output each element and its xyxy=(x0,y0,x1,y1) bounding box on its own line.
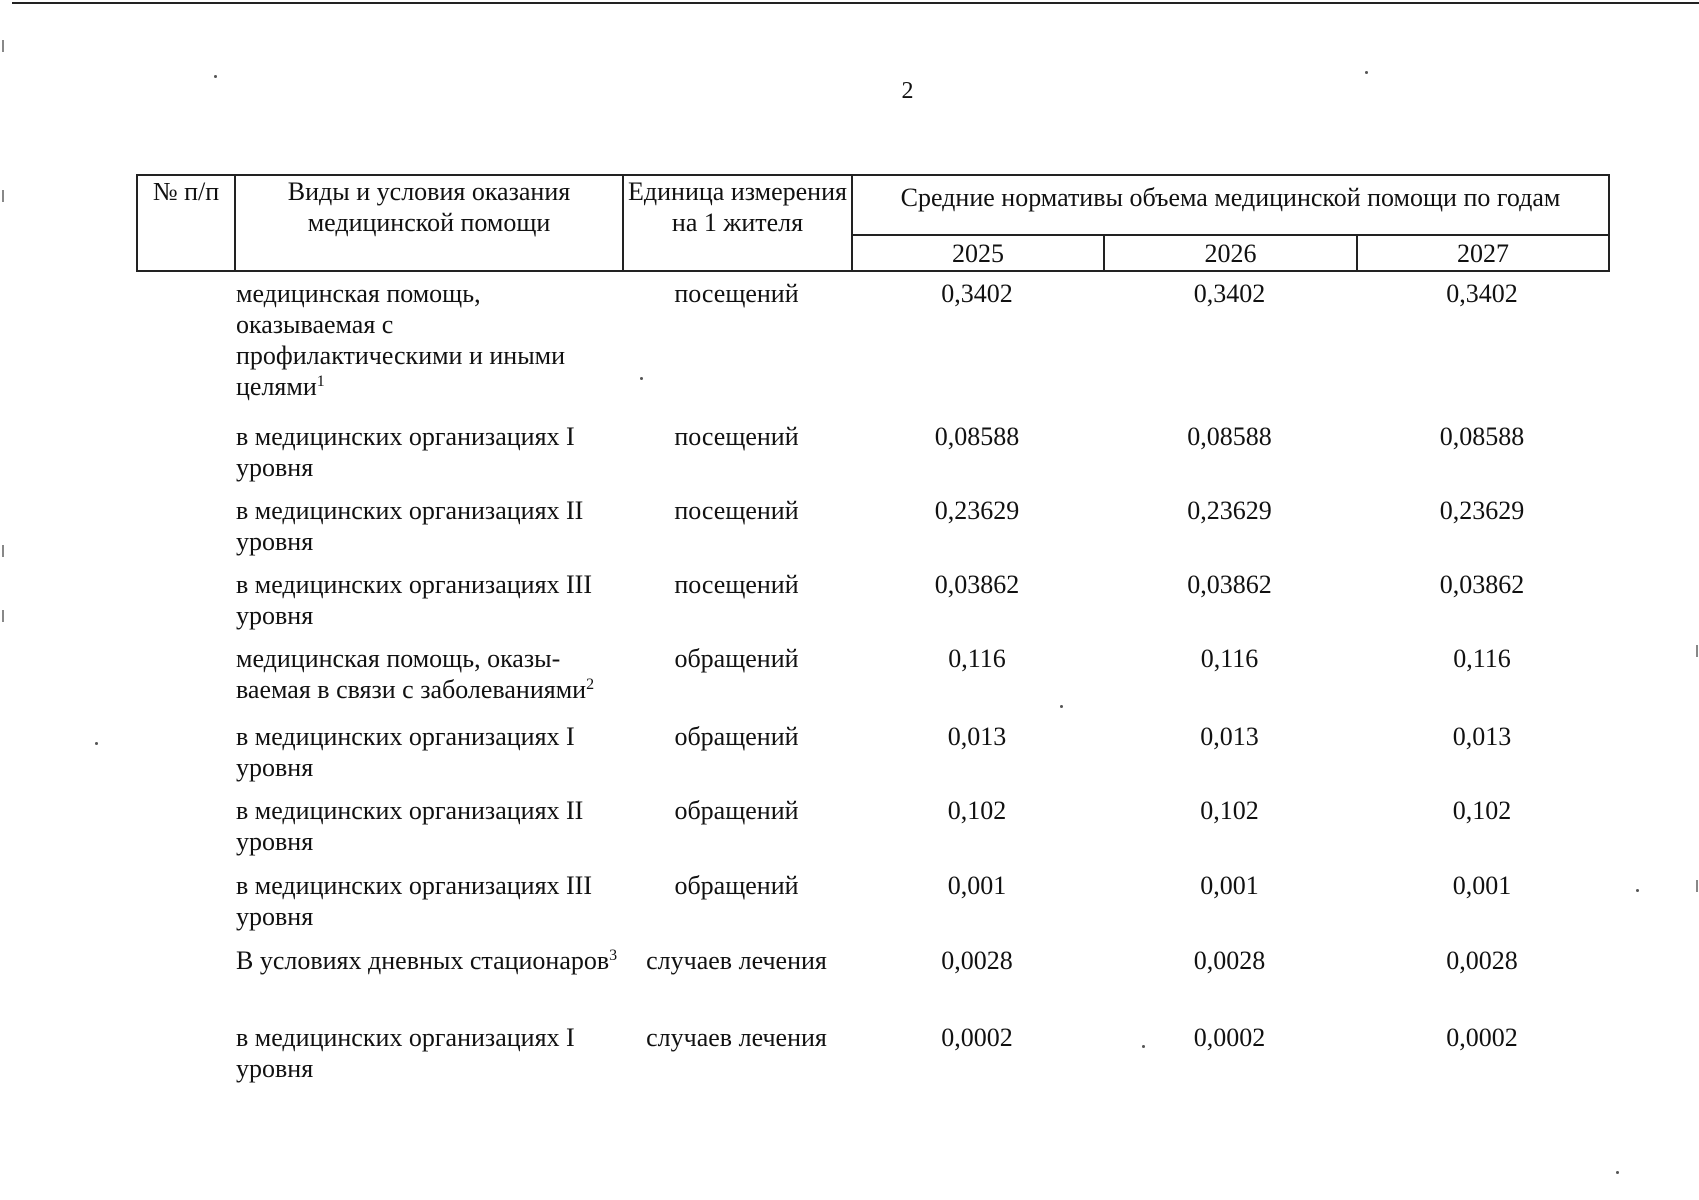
row-kind xyxy=(234,643,622,721)
row-value-2027: 0,013 xyxy=(1452,722,1512,751)
scan-speck xyxy=(1142,1045,1145,1048)
row-value-2026: 0,08588 xyxy=(1187,422,1272,451)
row-unit: обращений xyxy=(674,796,799,825)
row-number xyxy=(136,421,234,495)
row-value-2027: 0,0002 xyxy=(1446,1023,1518,1052)
row-kind-text: В условиях дневных стационаров xyxy=(236,946,610,975)
header-unit: Единица измерения на 1 жителя xyxy=(623,175,852,271)
table-header xyxy=(136,174,1610,272)
row-value-2025: 0,001 xyxy=(947,871,1007,900)
row-value-2026: 0,03862 xyxy=(1187,570,1272,599)
row-kind xyxy=(234,278,622,421)
scan-mark xyxy=(2,190,4,202)
scan-mark xyxy=(1696,645,1698,657)
row-value-2025: 0,03862 xyxy=(934,570,1020,599)
footnote-ref: 2 xyxy=(586,676,595,693)
table-row xyxy=(136,945,1608,1022)
row-unit: случаев лечения xyxy=(646,946,827,975)
table-row xyxy=(136,870,1608,945)
row-unit: обращений xyxy=(674,871,799,900)
row-kind-text: в медицинских организациях III уровня xyxy=(236,871,593,931)
scan-speck xyxy=(1616,1171,1619,1174)
row-unit: посещений xyxy=(674,279,799,308)
row-value-2025: 0,3402 xyxy=(941,279,1013,308)
row-value-2025: 0,116 xyxy=(948,644,1006,673)
row-kind xyxy=(234,721,622,795)
row-value-2026: 0,0028 xyxy=(1193,946,1266,975)
table-row xyxy=(136,569,1608,643)
table-row xyxy=(136,278,1608,421)
row-kind-text: в медицинских организациях III уровня xyxy=(236,570,593,630)
row-value-2027: 0,0028 xyxy=(1446,946,1518,975)
row-number xyxy=(136,945,234,1022)
scan-speck xyxy=(95,742,98,745)
row-kind xyxy=(234,1022,622,1092)
row-number xyxy=(136,870,234,945)
row-value-2027: 0,102 xyxy=(1452,796,1512,825)
footnote-ref: 1 xyxy=(316,373,325,390)
row-kind-text: в медицинских организациях I уровня xyxy=(236,422,575,482)
scan-speck xyxy=(1636,889,1639,892)
row-kind xyxy=(234,870,622,945)
row-unit: посещений xyxy=(674,496,799,525)
row-number xyxy=(136,278,234,421)
row-number xyxy=(136,1022,234,1092)
table-body xyxy=(136,278,1608,1092)
row-value-2026: 0,23629 xyxy=(1187,496,1272,525)
row-kind-text: в медицинских организациях I уровня xyxy=(236,1023,575,1083)
row-value-2026: 0,116 xyxy=(1200,644,1259,673)
top-rule xyxy=(12,2,1699,4)
table-row xyxy=(136,721,1608,795)
row-value-2026: 0,013 xyxy=(1200,722,1259,751)
header-kind: Виды и условия оказания медицинской помощи xyxy=(235,175,623,271)
row-value-2026: 0,3402 xyxy=(1193,279,1266,308)
row-value-2027: 0,116 xyxy=(1453,644,1511,673)
page-number: 2 xyxy=(901,78,914,104)
row-kind-text: в медицинских организациях I уровня xyxy=(236,722,575,782)
row-value-2025: 0,23629 xyxy=(934,496,1020,525)
scan-mark xyxy=(2,610,4,622)
row-value-2026: 0,001 xyxy=(1200,871,1259,900)
table-row xyxy=(136,643,1608,721)
header-group: Средние нормативы объема медицинской помощи по годам xyxy=(852,175,1609,235)
row-value-2025: 0,08588 xyxy=(934,422,1020,451)
table-row xyxy=(136,421,1608,495)
row-kind xyxy=(234,421,622,495)
scan-mark xyxy=(2,545,4,557)
table-row xyxy=(136,795,1608,870)
scan-speck xyxy=(1365,71,1368,74)
row-number xyxy=(136,643,234,721)
row-value-2025: 0,013 xyxy=(947,722,1007,751)
row-value-2027: 0,3402 xyxy=(1446,279,1518,308)
row-number xyxy=(136,721,234,795)
row-value-2025: 0,0028 xyxy=(941,946,1013,975)
row-value-2026: 0,0002 xyxy=(1193,1023,1266,1052)
row-kind xyxy=(234,795,622,870)
row-kind xyxy=(234,495,622,569)
row-number xyxy=(136,795,234,870)
row-value-2025: 0,102 xyxy=(947,796,1007,825)
row-unit: обращений xyxy=(674,722,799,751)
row-value-2027: 0,03862 xyxy=(1439,570,1525,599)
row-kind-text: в медицинских организациях II уровня xyxy=(236,496,584,556)
scan-mark xyxy=(1696,880,1698,892)
footnote-ref: 3 xyxy=(609,947,618,964)
header-year-2027: 2027 xyxy=(1357,235,1609,271)
row-kind-text: медицинская помощь, оказываемая с профилактическими и иными целями xyxy=(236,279,566,401)
scan-speck xyxy=(214,75,217,78)
row-kind xyxy=(234,569,622,643)
row-unit: посещений xyxy=(674,422,799,451)
row-kind-text: медицинская помощь, оказы- ваемая в связи с заболеваниями xyxy=(236,644,587,704)
row-value-2026: 0,102 xyxy=(1200,796,1259,825)
row-value-2027: 0,001 xyxy=(1452,871,1512,900)
header-num: № п/п xyxy=(137,175,235,271)
scan-speck xyxy=(1060,705,1063,708)
scan-speck xyxy=(640,377,643,380)
row-number xyxy=(136,569,234,643)
row-number xyxy=(136,495,234,569)
row-kind xyxy=(234,945,622,1022)
header-year-2026: 2026 xyxy=(1104,235,1357,271)
scan-mark xyxy=(2,40,4,52)
table-row xyxy=(136,1022,1608,1092)
row-unit: посещений xyxy=(674,570,799,599)
table-row xyxy=(136,495,1608,569)
row-value-2027: 0,08588 xyxy=(1439,422,1525,451)
row-kind-text: в медицинских организациях II уровня xyxy=(236,796,584,856)
header-year-2025: 2025 xyxy=(852,235,1104,271)
row-value-2025: 0,0002 xyxy=(941,1023,1013,1052)
row-unit: обращений xyxy=(674,644,799,673)
row-unit: случаев лечения xyxy=(646,1023,827,1052)
row-value-2027: 0,23629 xyxy=(1439,496,1525,525)
